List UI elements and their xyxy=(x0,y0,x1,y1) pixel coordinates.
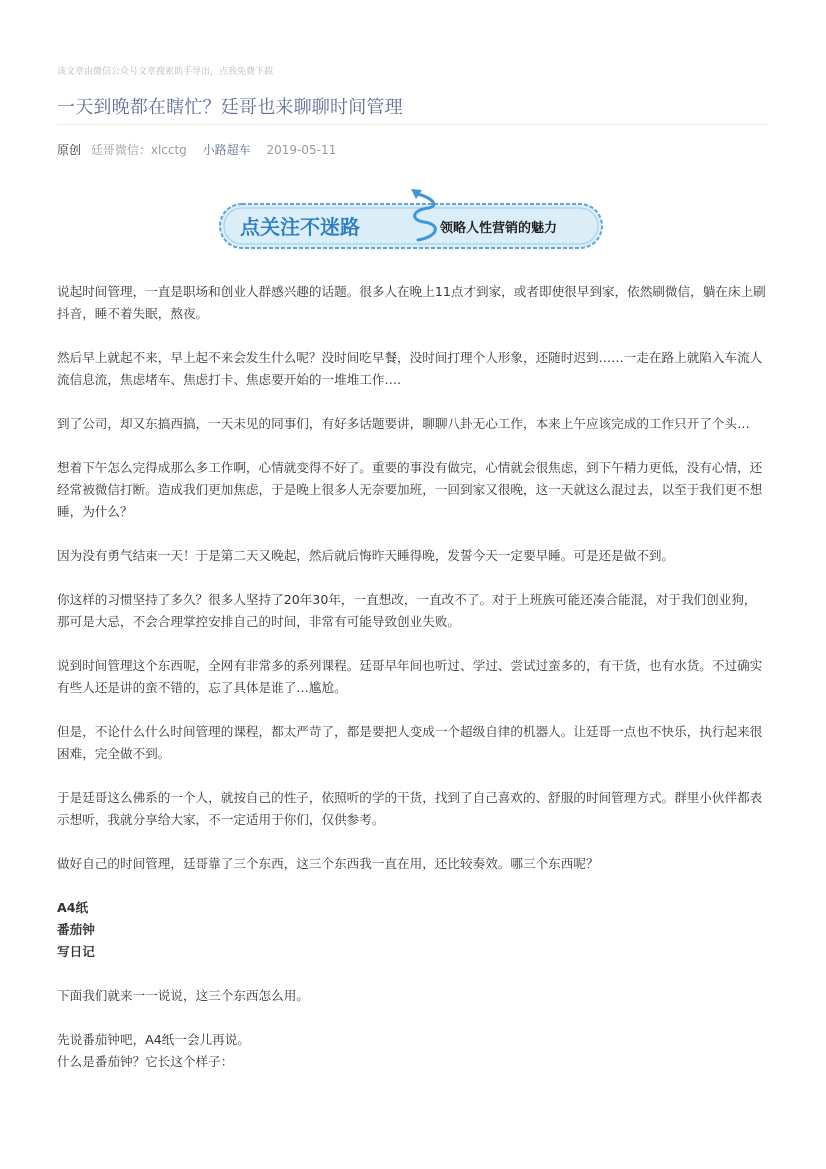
tool-item-pomodoro: 番茄钟 xyxy=(57,922,95,937)
export-notice-link[interactable]: 该文章由微信公众号文章搜索助手导出，点我免费下载 xyxy=(57,67,274,77)
paragraph: 先说番茄钟吧，A4纸一会儿再说。 xyxy=(57,1032,250,1047)
paragraph: 但是，不论什么什么时间管理的课程，都太严苛了，都是要把人变成一个超级自律的机器人。让廷哥一点也不快乐，执行起来很困难，完全做不到。 xyxy=(57,724,763,761)
paragraph: 想着下午怎么完得成那么多工作啊，心情就变得不好了。重要的事没有做完，心情就会很焦虑，到下午精力更低，没有心情，还经常被微信打断。造成我们更加焦虑，于是晚上很多人无奈要加班，一回到家又很晚，这一天就这么混过去，以至于我们更不想睡，为什么？ xyxy=(57,460,763,519)
paragraph: 做好自己的时间管理，廷哥靠了三个东西，这三个东西我一直在用，还比较奏效。哪三个东西呢？ xyxy=(57,856,599,871)
paragraph: 下面我们就来一一说说，这三个东西怎么用。 xyxy=(57,988,309,1003)
account-name-link[interactable]: 小路超车 xyxy=(202,143,251,157)
article-body xyxy=(57,281,769,1073)
paragraph: 到了公司，却又东搞西搞，一天未见的同事们，有好多话题要讲，聊聊八卦无心工作，本来上午应该完成的工作只开了个头… xyxy=(57,416,750,431)
paragraph: 说到时间管理这个东西呢，全网有非常多的系列课程。廷哥早年间也听过、学过、尝试过蛮多的，有干货，也有水货。不过确实有些人还是讲的蛮不错的，忘了具体是谁了…尴尬。 xyxy=(57,658,763,695)
paragraph: 你这样的习惯坚持了多久？很多人坚持了20年30年，一直想改，一直改不了。对于上班族可能还凑合能混，对于我们创业狗，那可是大忌，不会合理掌控安排自己的时间，非常有可能导致创业失败。 xyxy=(57,592,757,629)
tool-item-a4: A4纸 xyxy=(57,900,89,915)
paragraph: 因为没有勇气结束一天！于是第二天又晚起，然后就后悔昨天睡得晚，发誓今天一定要早睡。可是还是做不到。 xyxy=(57,548,675,563)
paragraph: 什么是番茄钟？它长这个样子： xyxy=(57,1054,234,1069)
banner-left-text: 点关注不迷路 xyxy=(240,215,360,239)
publish-date: 2019-05-11 xyxy=(266,143,337,157)
paragraph: 然后早上就起不来，早上起不来会发生什么呢？没时间吃早餐，没时间打理个人形象，还随时迟到……一走在路上就陷入车流人流信息流，焦虑堵车、焦虑打卡、焦虑要开始的一堆堆工作…. xyxy=(57,350,763,387)
paragraph: 于是廷哥这么佛系的一个人，就按自己的性子，依照听的学的干货，找到了自己喜欢的、舒服的时间管理方式。群里小伙伴都表示想听，我就分享给大家，不一定适用于你们，仅供参考。 xyxy=(57,790,763,827)
tool-item-diary: 写日记 xyxy=(57,944,95,959)
author-name: 廷哥微信：xlcctg xyxy=(90,143,187,157)
title-divider xyxy=(57,124,769,125)
banner-right-text: 领略人性营销的魅力 xyxy=(440,221,558,236)
article-title: 一天到晚都在瞎忙？廷哥也来聊聊时间管理 xyxy=(57,97,403,118)
follow-banner xyxy=(218,186,604,252)
original-label: 原创 xyxy=(57,143,82,157)
article-meta xyxy=(57,141,336,158)
paragraph: 说起时间管理，一直是职场和创业人群感兴趣的话题。很多人在晚上11点才到家，或者即使很早到家，依然刷微信，躺在床上刷抖音，睡不着失眠，熬夜。 xyxy=(57,284,766,321)
